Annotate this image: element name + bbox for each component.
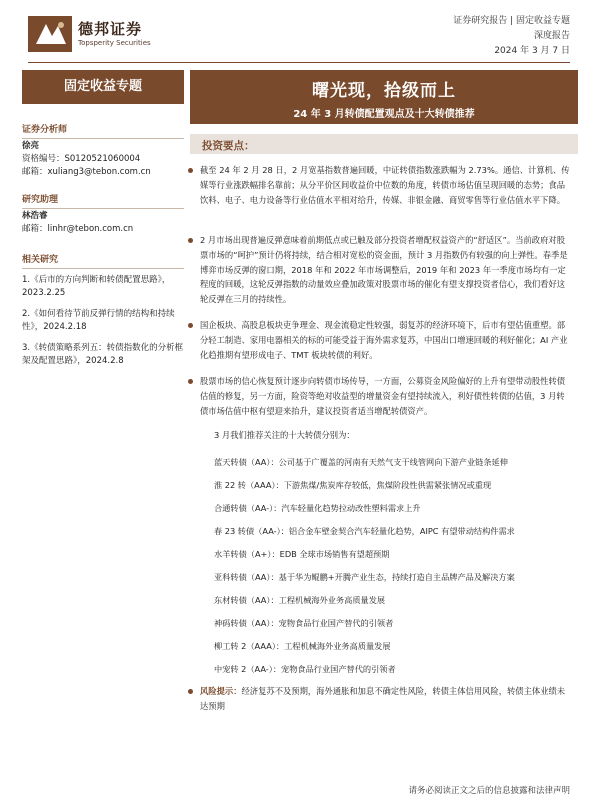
- analyst-name: 徐亮: [22, 141, 40, 151]
- recommend-item: 春 23 转债（AA-）：铝合金车壁金契合汽车轻量化趋势，AIPC 有望带动结构件需求: [214, 526, 515, 536]
- report-kind: 深度报告: [533, 31, 570, 41]
- logo-text-en: Topsperity Securities: [78, 39, 151, 47]
- analyst-cert: 资格编号：S0120521060004: [22, 154, 141, 164]
- analyst-heading: 证券分析师: [22, 122, 184, 139]
- report-type: 证券研究报告 | 固定收益专题: [453, 16, 570, 26]
- logo-mark-icon: [28, 16, 72, 52]
- related-item[interactable]: 1.《后市的方向判断和转债配置思路》，2023.2.25: [22, 275, 171, 298]
- summary-heading-bar: [190, 134, 578, 154]
- summary-paragraph: 国企板块、高股息板块吏争理金、现金流稳定性较强，弱复苏的经济环境下，后市有望估值重塑。部分轻工制造、家用电器相关的标的可能受益于海外需求复苏，中国出口增速回暖的利好催化；AI 产业化趋推期有望形成电子、TMT 板块转债的利好。: [200, 318, 572, 362]
- summary-paragraph: 股票市场的信心恢复预计逐步向转债市场传导，一方面，公募资金风险偏好的上升有望带动股性转债估值的修复，另一方面，险资等绝对收益型的增量资金有望持续流入，利好债性转债的估值，3 月转债市场估值中枢有望迎来抬升，建议投资者适当增配转债资产。: [200, 374, 572, 418]
- recommend-item: 合通转债（AA-）：汽车轻量化趋势拉动改性塑料需求上升: [214, 503, 421, 513]
- recommend-item: 蓝天转债（AA）：公司基于广覆盖的河南有天然气支干线管网向下游产业链条延伸: [214, 457, 508, 467]
- page-title: 曙光现，拾级而上: [312, 81, 456, 101]
- assistant-heading: 研究助理: [22, 192, 184, 209]
- report-meta: [453, 14, 570, 59]
- risk-warning: [200, 684, 572, 714]
- summary-paragraph: 2 月市场出现普遍反弹意味着前期低点或已触及部分投资者增配权益资产的“舒适区”。当前政府对股票市场的“呵护”预计仍将持续，结合相对宽松的资金面，预计 3 月指数仍有较强的向上弹性。春季是博弈市场反弹的窗口期，2018 年和 2022 年市场调整后，2019 年和 2023 年一季度市场均有一定程度的回暖，这轮反弹指数的动量效应叠加政策对股票市场的催化有望支撑投资者信心，我们看好这轮反弹在三月的持续性。: [200, 233, 572, 307]
- recommend-intro: 3 月我们推荐关注的十大转债分别为：: [214, 430, 355, 440]
- risk-text: 经济复苏不及预期，海外通胀和加息不确定性风险，转债主体信用风险，转债主体业绩未达预期: [200, 686, 566, 711]
- header-divider: [28, 62, 570, 63]
- assistant-email[interactable]: 邮箱：linhr@tebon.com.cn: [22, 224, 134, 234]
- assistant-info: [22, 210, 184, 236]
- related-heading: 相关研究: [22, 252, 184, 269]
- recommend-item: 中宠转 2（AA-）：宠物食品行业国产替代的引领者: [214, 664, 396, 674]
- left-banner: 固定收益专题: [22, 70, 184, 104]
- related-item[interactable]: 3.《转债策略系列五：转债指数化的分析框架及配置思路》，2024.2.8: [22, 343, 184, 366]
- report-date: 2024 年 3 月 7 日: [494, 46, 570, 56]
- company-logo: [28, 16, 248, 56]
- recommend-item: 亚科转债（AA）：基于华为鲲鹏+开腾产业生态，持续打造自主品牌产品及解决方案: [214, 572, 515, 582]
- logo-text-cn: 德邦证券: [78, 20, 143, 38]
- related-item[interactable]: 2.《如何看待节前反弹行情的结构和持续性》，2024.2.18: [22, 309, 175, 332]
- recommend-item: 水羊转债（A+）：EDB 全球市场销售有望超预期: [214, 549, 390, 559]
- summary-paragraph: 截至 24 年 2 月 28 日，2 月宽基指数普遍回暖，中证转债指数涨跌幅为 2.73%。通信、计算机、传媒等行业涨跌幅排名靠前；从分平价区间收益价中位数的角度，转债市场估值呈现回暖的态势；食品饮料、电子、电力设备等行业估值水平相对给升，传媒、非银金融、商贸零售等行业估值水平下降。: [200, 163, 572, 207]
- summary-heading: 投资要点：: [202, 140, 255, 152]
- risk-label: 风险提示：: [200, 686, 242, 696]
- analyst-email[interactable]: 邮箱：xuliang3@tebon.com.cn: [22, 167, 151, 177]
- recommend-item: 东材转债（AA）：工程机械海外业务高质量发展: [214, 595, 386, 605]
- footer-disclaimer: 请务必阅读正文之后的信息披露和法律声明: [408, 786, 570, 796]
- page-subtitle: 24 年 3 月转债配置观点及十大转债推荐: [293, 109, 475, 120]
- recommend-item: 淮 22 转（AAA）：下游焦煤/焦炭库存较低，焦煤阶段性供需紧张情况或重现: [214, 480, 492, 490]
- recommend-item: 柳工转 2（AAA）：工程机械海外业务高质量发展: [214, 641, 391, 651]
- assistant-name: 林浩睿: [22, 211, 48, 221]
- title-banner: [190, 70, 578, 124]
- recommend-item: 神码转债（AA）：宠物食品行业国产替代的引领者: [214, 618, 394, 628]
- analyst-info: [22, 140, 184, 179]
